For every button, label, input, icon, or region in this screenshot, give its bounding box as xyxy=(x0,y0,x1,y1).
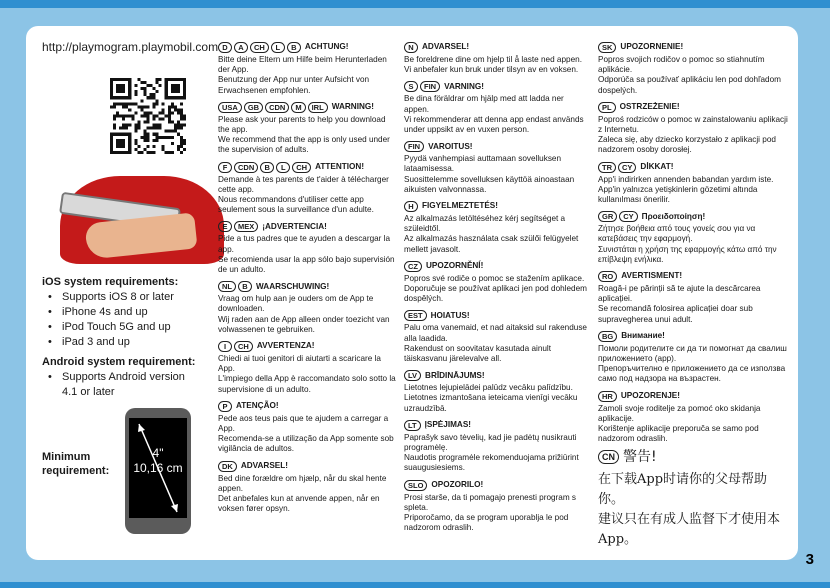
warning-line: Ζήτησε βοήθεια από τους γονείς σου για να κατεβάσεις την εφαρμογή. xyxy=(598,224,756,244)
warning-header xyxy=(598,162,788,173)
warning-text xyxy=(404,383,590,414)
warning-section xyxy=(598,331,788,385)
country-badge: E xyxy=(218,221,232,232)
warning-line: Bed dine forældre om hjælp, når du skal hente appen. xyxy=(218,473,387,493)
warning-text xyxy=(218,115,396,156)
warning-text xyxy=(598,115,788,156)
warning-section xyxy=(404,480,590,534)
warning-text xyxy=(404,274,590,305)
warning-line: We recommend that the app is only used under the supervision of adults. xyxy=(218,135,390,155)
ios-title: iOS system requirements: xyxy=(42,276,179,288)
ios-requirements xyxy=(42,276,178,350)
country-badge: GR xyxy=(598,211,617,222)
android-requirements xyxy=(42,356,202,400)
warning-line: Doporučuje se používat aplikaci jen pod dohledem dospělých. xyxy=(404,284,587,304)
warning-text xyxy=(404,493,590,534)
warning-header xyxy=(218,281,396,292)
country-badge: CZ xyxy=(404,261,422,272)
warning-line: Poproś rodziców o pomoc w zainstalowaniu aplikacji z Internetu. xyxy=(598,114,788,135)
requirement-item: • Supports Android version 4.1 or later xyxy=(48,370,202,400)
warning-text xyxy=(218,234,396,275)
warning-title: FIGYELMEZTETÉS! xyxy=(422,201,498,211)
country-badge: CN xyxy=(598,450,619,464)
warning-text xyxy=(598,344,788,385)
warning-title: UPOZORENJE! xyxy=(620,391,680,401)
country-badge: M xyxy=(291,102,305,113)
country-badge: HR xyxy=(598,391,617,402)
warning-header xyxy=(404,370,590,381)
warning-text xyxy=(598,404,788,445)
warning-header xyxy=(598,211,788,222)
country-badge: TR xyxy=(598,162,616,173)
warning-title: ADVARSEL! xyxy=(240,461,288,471)
warning-line: Suosittelemme sovelluksen käyttöä ainoastaan aikuisten valvonnassa. xyxy=(404,174,575,194)
country-badge: B xyxy=(260,162,274,173)
warning-text xyxy=(598,55,788,96)
warning-line: Benutzung der App nur unter Aufsicht von Erwachsenen empfohlen. xyxy=(218,75,370,95)
warning-text xyxy=(404,154,590,195)
warning-section xyxy=(218,341,396,395)
warning-text xyxy=(218,175,396,216)
warning-header xyxy=(598,271,788,282)
warning-section xyxy=(598,42,788,96)
warning-title: HOIATUS! xyxy=(430,310,470,320)
warning-section xyxy=(404,310,590,364)
warning-section xyxy=(218,401,396,455)
warning-header xyxy=(404,310,590,321)
warning-line: Prosi starše, da ti pomagajo prenesti program s spleta. xyxy=(404,492,577,512)
country-badge: N xyxy=(404,42,418,53)
warning-text xyxy=(404,323,590,364)
requirement-item: • iPod Touch 5G and up xyxy=(48,320,178,335)
warning-title: OSTRZEŻENIE! xyxy=(619,102,680,112)
warning-line: 建议只在有成人监督下才使用本App。 xyxy=(598,512,781,548)
warning-section xyxy=(218,461,396,515)
warning-text xyxy=(404,55,590,75)
warning-line: Nous recommandons d'utiliser cette app seulement sous la surveillance d'un adulte. xyxy=(218,195,374,215)
warning-title: ATTENTION! xyxy=(315,162,365,172)
country-badge: EST xyxy=(404,310,427,321)
warning-text xyxy=(404,214,590,255)
warning-line: Pyydä vanhempiasi auttamaan sovelluksen lataamisessa. xyxy=(404,154,562,174)
country-badge: D xyxy=(218,42,232,53)
warning-line: Vraag om hulp aan je ouders om de App te downloaden. xyxy=(218,294,374,314)
app-url: http://playmogram.playmobil.com xyxy=(42,40,219,54)
top-bar xyxy=(0,0,830,8)
warning-line: Be foreldrene dine om hjelp til å laste ned appen. xyxy=(404,55,582,64)
requirement-item: • iPhone 4s and up xyxy=(48,305,178,320)
country-badge: DK xyxy=(218,461,237,472)
warning-title: DİKKAT! xyxy=(640,162,674,172)
warning-text xyxy=(598,284,788,325)
warning-line: Please ask your parents to help you download the app. xyxy=(218,114,386,135)
warnings-column-1 xyxy=(218,42,396,521)
warning-title: ¡ADVERTENCIA! xyxy=(262,221,327,231)
warning-title: Внимание! xyxy=(621,331,665,341)
warning-line: Zaleca się, aby dziecko korzystało z aplikacji pod nadzorem osoby dorosłej. xyxy=(598,135,776,155)
instruction-card xyxy=(26,26,798,560)
warning-section xyxy=(598,450,788,550)
warning-line: Pede aos teus pais que te ajudem a carregar a App. xyxy=(218,413,389,434)
country-badge: NL xyxy=(218,281,236,292)
warning-line: Wij raden aan de App alleen onder toezicht van volwassenen te gebruiken. xyxy=(218,314,390,334)
warnings-column-2 xyxy=(404,42,590,540)
warning-header xyxy=(598,331,788,342)
warning-section xyxy=(218,42,396,96)
warning-line: Det anbefales kun at anvende appen, når en voksen fører opsyn. xyxy=(218,494,380,514)
warning-line: Demande à tes parents de t'aider à télécharger cette app. xyxy=(218,174,389,194)
warning-title: ATENÇÃO! xyxy=(236,401,279,411)
device-size xyxy=(125,446,191,476)
warning-title: AVERTISMENT! xyxy=(621,271,683,281)
country-badge: FIN xyxy=(420,81,440,92)
warning-line: Odporúča sa používať aplikáciu len pod dohľadom dospelých. xyxy=(598,75,781,95)
warning-line: Vi rekommenderar att denna app endast används under uppsikt av en vuxen person. xyxy=(404,114,584,135)
warning-title: WARNING! xyxy=(331,102,374,112)
warning-line: Pide a tus padres que te ayuden a descargar la app. xyxy=(218,234,391,254)
warning-title: Προειδοποίηση! xyxy=(641,211,706,221)
warning-line: Recomenda-se a utilização da App somente sob vigilância de adultos. xyxy=(218,434,394,454)
page-number: 3 xyxy=(805,551,814,568)
minimum-requirement-label: Minimum requirement: xyxy=(42,451,110,477)
warning-title: ADVARSEL! xyxy=(422,42,470,52)
country-badge: CDN xyxy=(234,162,258,173)
warning-text xyxy=(598,470,788,550)
warning-header xyxy=(404,141,590,152)
warning-header xyxy=(218,341,396,352)
warning-header xyxy=(218,461,396,472)
warning-line: Rakendust on soovitatav kasutada ainult täiskasvanu järelevalve all. xyxy=(404,343,552,364)
warning-text xyxy=(404,433,590,474)
warning-title: BRĪDINĀJUMS! xyxy=(425,370,485,380)
country-badge: B xyxy=(238,281,252,292)
smartphone-icon xyxy=(125,408,191,534)
warning-section xyxy=(218,221,396,275)
warning-line: Se recomandă folosirea aplicației doar sub supravegherea unui adult. xyxy=(598,304,753,324)
warning-section xyxy=(598,102,788,156)
warning-title: UPOZORNENIE! xyxy=(620,42,684,52)
warning-section xyxy=(404,81,590,135)
country-badge: I xyxy=(218,341,232,352)
warning-section xyxy=(598,271,788,325)
warning-text xyxy=(218,414,396,455)
country-badge: IRL xyxy=(308,102,328,113)
warning-line: Popros své rodiče o pomoc se stažením aplikace. xyxy=(404,273,585,283)
warning-section xyxy=(404,201,590,255)
warning-title: ACHTUNG! xyxy=(304,42,349,52)
country-badge: S xyxy=(404,81,418,92)
warning-title: 警告! xyxy=(623,449,657,466)
ios-list xyxy=(42,290,178,350)
warning-line: Помоли родителите си да ти помогнат да свалиш приложението (app). xyxy=(598,343,787,364)
warning-line: Popros svojich rodičov o pomoc so stiahnutím aplikácie. xyxy=(598,55,765,75)
country-badge: CDN xyxy=(265,102,289,113)
warning-header xyxy=(218,102,396,113)
warning-section xyxy=(598,211,788,265)
warning-line: Az alkalmazás letöltéséhez kérj segítséget a szüleidtől. xyxy=(404,214,566,234)
warning-section xyxy=(404,261,590,305)
warning-line: Az alkalmazás használata csak szülői felügyelet mellett javasolt. xyxy=(404,234,579,254)
warning-line: Korištenje aplikacije preporuča se samo pod nadzorom odraslih. xyxy=(598,424,759,444)
country-badge: MEX xyxy=(234,221,258,232)
country-badge: B xyxy=(287,42,301,53)
country-badge: PL xyxy=(598,102,616,113)
warning-text xyxy=(218,294,396,335)
warning-header xyxy=(218,42,396,53)
android-list xyxy=(42,370,202,400)
warning-line: Se recomienda usar la app sólo bajo supervisión de un adulto. xyxy=(218,254,395,275)
warnings-column-3 xyxy=(598,42,788,556)
country-badge: USA xyxy=(218,102,242,113)
country-badge: F xyxy=(218,162,232,173)
warning-section xyxy=(404,420,590,474)
country-badge: P xyxy=(218,401,232,412)
warning-title: AVVERTENZA! xyxy=(256,341,315,351)
country-badge: FIN xyxy=(404,141,424,152)
warning-line: Chiedi ai tuoi genitori di aiutarti a scaricare la App. xyxy=(218,354,381,374)
country-badge: LT xyxy=(404,420,421,431)
warning-header xyxy=(404,261,590,272)
warning-line: Lietotnes izmantošana ieteicama vienīgi vecāku uzraudzībā. xyxy=(404,393,578,413)
requirement-item: • Supports iOS 8 or later xyxy=(48,290,178,305)
warning-header xyxy=(404,81,590,92)
warning-text xyxy=(218,354,396,395)
warning-section xyxy=(404,370,590,414)
warning-title: VAROITUS! xyxy=(428,141,473,151)
warning-section xyxy=(218,102,396,156)
country-badge: LV xyxy=(404,370,421,381)
country-badge: CY xyxy=(618,162,636,173)
android-title: Android system requirement: xyxy=(42,356,196,368)
warning-header xyxy=(598,42,788,53)
warning-text xyxy=(404,94,590,135)
country-badge: A xyxy=(234,42,248,53)
warning-section xyxy=(404,141,590,195)
size-inch: 4" xyxy=(152,446,164,460)
warning-title: VARNING! xyxy=(444,81,484,91)
warning-header xyxy=(218,162,396,173)
warning-line: Препоръчително е приложението да се използва само под надзора на възрастен. xyxy=(598,364,786,384)
warning-line: App'i indirirken annenden babandan yardım iste. xyxy=(598,174,774,184)
warning-line: Naudotis programėle rekomenduojama prižiūrint suaugusiesiems. xyxy=(404,453,579,473)
bottom-bar xyxy=(0,582,830,588)
warning-title: UPOZORNĚNÍ! xyxy=(426,261,484,271)
warning-title: OPOZORILO! xyxy=(431,480,484,490)
warning-header xyxy=(218,401,396,412)
warning-header xyxy=(404,42,590,53)
country-badge: L xyxy=(276,162,290,173)
warning-header xyxy=(404,480,590,491)
country-badge: SLO xyxy=(404,480,427,491)
warning-section xyxy=(598,162,788,206)
warning-text xyxy=(218,474,396,515)
warning-line: Vi anbefaler kun bruk under tilsyn av en voksen. xyxy=(404,65,579,75)
country-badge: L xyxy=(271,42,285,53)
warning-header xyxy=(404,420,590,431)
warning-line: L'impiego della App è raccomandato solo sotto la supervisione di un adulto. xyxy=(218,374,396,394)
warning-header xyxy=(218,221,396,232)
warning-line: 在下载App时请你的父母帮助你。 xyxy=(598,472,768,508)
country-badge: RO xyxy=(598,271,617,282)
country-badge: SK xyxy=(598,42,616,53)
warning-header xyxy=(598,102,788,113)
warning-header xyxy=(598,450,788,464)
warning-text xyxy=(218,55,396,96)
warning-line: Priporočamo, da se program uporablja le pod nadzorom odraslih. xyxy=(404,513,569,533)
warning-title: ĮSPĖJIMAS! xyxy=(424,420,472,430)
warning-line: Palu oma vanemaid, et nad aitaksid sul rakenduse alla laadida. xyxy=(404,323,587,343)
warning-line: Zamoli svoje roditelje za pomoć oko skidanja aplikacije. xyxy=(598,403,761,423)
warning-line: Συνιστάται η χρήση της εφαρμογής κάτω από την επίβλεψη ενήλικα. xyxy=(598,244,777,264)
country-badge: CH xyxy=(234,341,253,352)
country-badge: BG xyxy=(598,331,617,342)
country-badge: GB xyxy=(244,102,263,113)
warning-line: Bitte deine Eltern um Hilfe beim Herunterladen der App. xyxy=(218,55,387,75)
requirement-item: • iPad 3 and up xyxy=(48,335,178,350)
warning-text xyxy=(598,224,788,265)
warning-section xyxy=(218,281,396,335)
warning-section xyxy=(218,162,396,216)
size-cm: 10,16 cm xyxy=(133,461,183,475)
warning-line: Paprašyk savo tėvelių, kad jie padėtų nusikrauti programėlę. xyxy=(404,432,577,453)
qr-code-icon xyxy=(110,78,186,154)
warning-header xyxy=(404,201,590,212)
warning-section xyxy=(598,391,788,445)
country-badge: CH xyxy=(250,42,269,53)
warning-line: Be dina föräldrar om hjälp med att ladda ner appen. xyxy=(404,94,564,114)
country-badge: CH xyxy=(292,162,311,173)
warning-line: App'in yalnızca yetişkinlerin gözetimi altında kullanılması önerilir. xyxy=(598,184,758,205)
warning-line: Lietotnes lejupielādei palūdz vecāku palīdzību. xyxy=(404,383,573,393)
warning-text xyxy=(598,175,788,206)
country-badge: H xyxy=(404,201,418,212)
warning-section xyxy=(404,42,590,75)
warning-title: WAARSCHUWING! xyxy=(256,281,330,291)
warning-line: Roagă-i pe părinții să te ajute la descărcarea aplicației. xyxy=(598,284,761,304)
country-badge: CY xyxy=(619,211,637,222)
warning-header xyxy=(598,391,788,402)
